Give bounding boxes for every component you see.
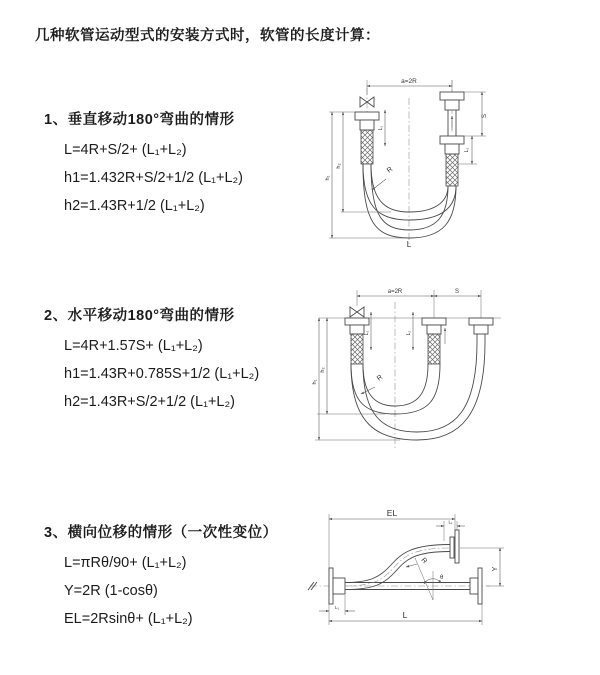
dimension-el	[329, 508, 455, 625]
braided-hose-section	[351, 334, 363, 364]
left-flange	[329, 568, 345, 604]
dimension-l	[329, 604, 482, 625]
dim-label-r: R	[375, 373, 385, 383]
centerlines	[367, 80, 452, 246]
dimension-s	[458, 92, 488, 164]
diagram-lateral-displacement	[300, 503, 515, 638]
section-3-heading: 3、横向位移的情形（一次性变位）	[44, 525, 278, 541]
dimension-l1-l2	[364, 312, 413, 350]
dim-label-l2: L₂	[406, 330, 412, 336]
diagram-vertical-180-bend	[305, 70, 520, 252]
radius-leader	[406, 557, 428, 567]
dimension-a2r	[367, 78, 452, 95]
dim-label-l1: L₁	[364, 330, 370, 336]
dim-label-r: R	[419, 556, 429, 566]
section-1	[44, 108, 243, 220]
dim-label-l-total: L	[406, 240, 412, 249]
diagram-horizontal-180-bend	[305, 282, 520, 467]
angle-theta	[415, 558, 444, 600]
left-fitting	[355, 112, 379, 164]
radius-leader	[372, 166, 394, 190]
dim-label-a2r: a=2R	[401, 78, 417, 85]
dimension-l1-bottom	[319, 595, 355, 615]
formula-s2-h1: h1=1.43R+0.785S+1/2 (L₁+L₂)	[64, 366, 260, 382]
formula-s2-l: L=4R+1.57S+ (L₁+L₂)	[64, 338, 203, 354]
upper-flange-displaced	[450, 530, 459, 563]
formula-s1-h2: h2=1.43R+1/2 (L₁+L₂)	[64, 198, 205, 214]
right-fitting-displaced	[469, 318, 493, 342]
dim-label-r: R	[385, 165, 395, 175]
formula-s3-l: L=πRθ/90+ (L₁+L₂)	[64, 555, 187, 571]
formula-s3-el: EL=2Rsinθ+ (L₁+L₂)	[64, 611, 193, 627]
dim-label-l1-bottom: L₁	[334, 605, 340, 610]
dim-label-h2: h₂	[336, 163, 342, 169]
dim-label-l1-top: L₁	[448, 519, 453, 525]
dim-label-s: S	[482, 113, 488, 119]
dimension-a2r-s	[357, 289, 481, 318]
braided-hose-section	[428, 334, 440, 364]
section-3	[44, 521, 278, 633]
dim-label-a2r: a=2R	[387, 289, 403, 295]
section-1-heading: 1、垂直移动180°弯曲的情形	[44, 112, 235, 128]
right-fitting-lower	[440, 136, 464, 186]
hose-u-curves	[363, 164, 456, 238]
middle-fitting	[422, 318, 446, 364]
dim-label-el: EL	[386, 508, 398, 518]
page-title: 几种软管运动型式的安装方式时，软管的长度计算：	[35, 28, 380, 44]
dim-label-h1: h₁	[325, 175, 331, 181]
dim-label-h2: h₂	[320, 367, 326, 373]
dim-label-l1: L₁	[378, 125, 384, 131]
formula-s1-l: L=4R+S/2+ (L₁+L₂)	[64, 142, 187, 158]
dim-label-l2: L₂	[464, 147, 470, 153]
valve-icon	[350, 307, 364, 317]
formula-s3-y: Y=2R (1-cosθ)	[64, 583, 158, 599]
dim-label-y: Y	[492, 566, 499, 572]
dim-label-theta: θ	[440, 575, 444, 581]
formula-s2-h2: h2=1.43R+S/2+1/2 (L₁+L₂)	[64, 394, 235, 410]
dim-label-h1: h₁	[312, 379, 318, 385]
section-2-heading: 2、水平移动180°弯曲的情形	[44, 308, 235, 324]
dim-label-l: L	[402, 610, 408, 620]
right-fitting-upper	[440, 92, 464, 110]
right-flange-original	[470, 568, 482, 604]
section-2	[44, 304, 259, 416]
left-fitting	[345, 318, 369, 364]
hose-u-curves	[351, 342, 485, 440]
formula-s1-h1: h1=1.432R+S/2+1/2 (L₁+L₂)	[64, 170, 244, 186]
braided-hose-section	[446, 154, 458, 186]
braided-hose-section	[361, 130, 373, 164]
dim-label-s: S	[454, 289, 460, 295]
